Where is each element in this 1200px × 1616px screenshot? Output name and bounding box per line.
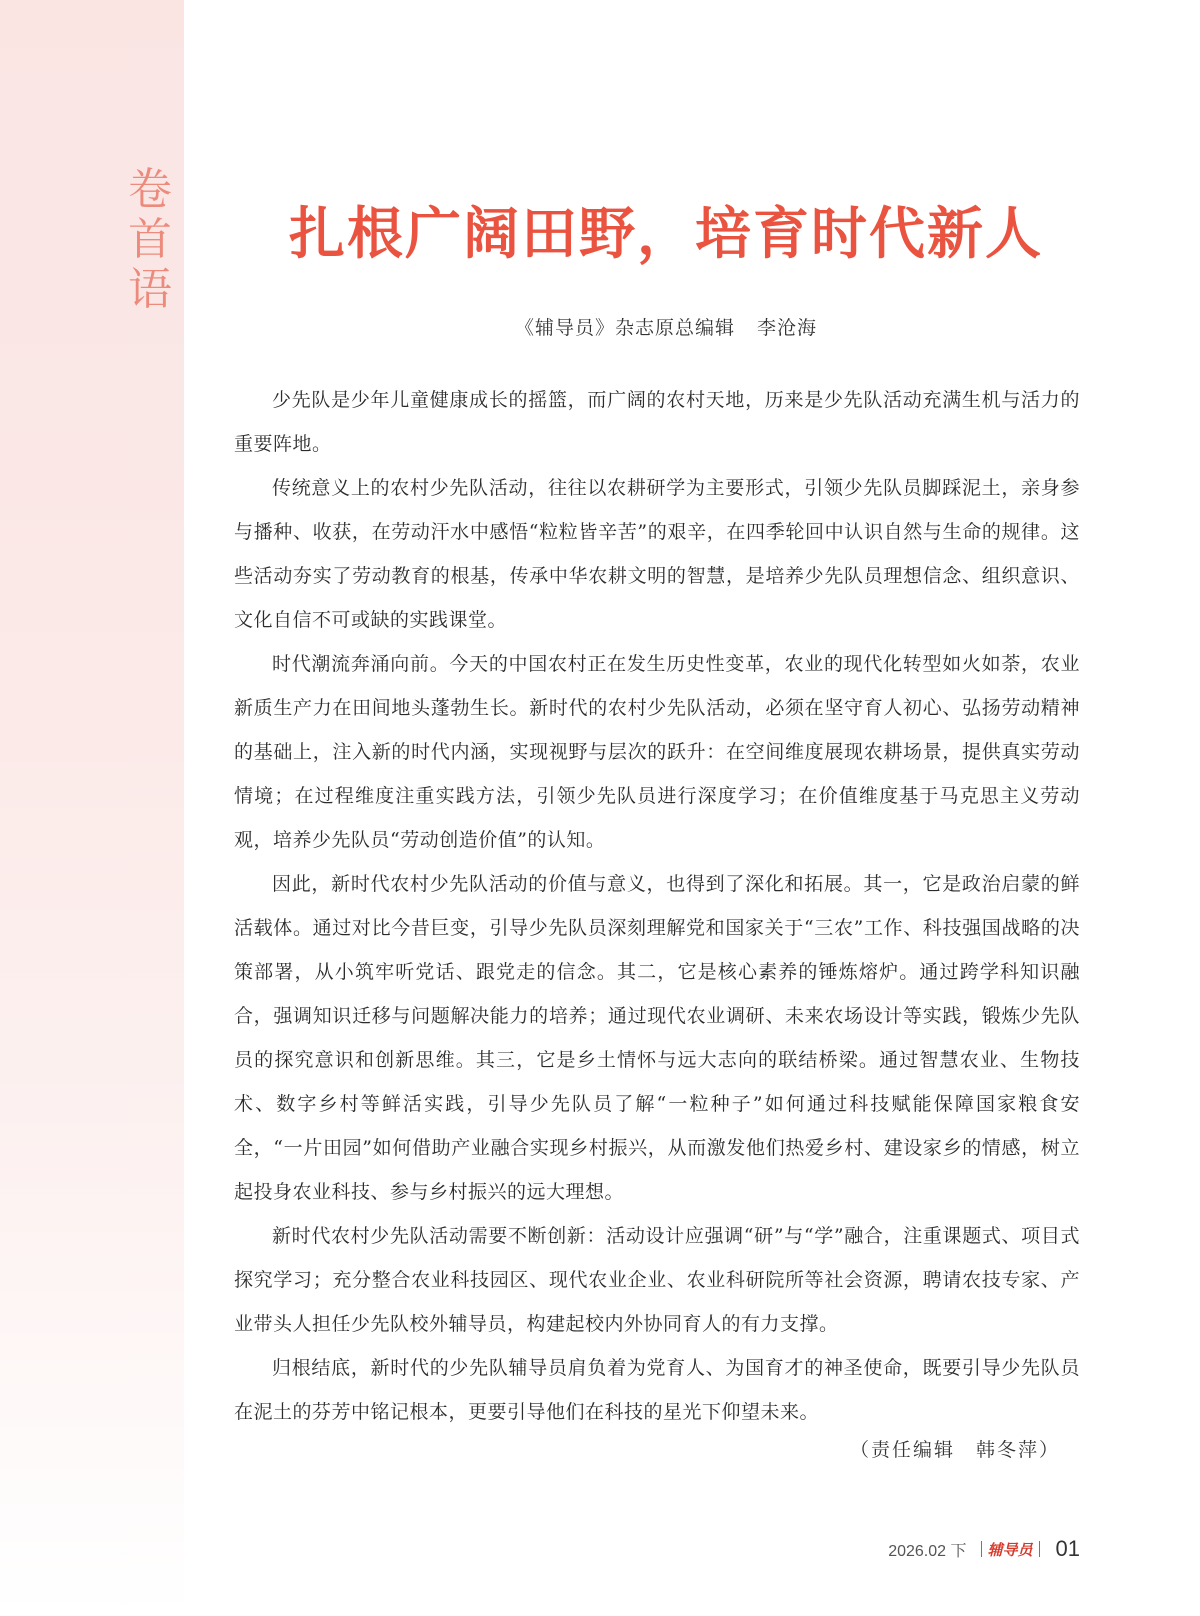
paragraph: 时代潮流奔涌向前。今天的中国农村正在发生历史性变革，农业的现代化转型如火如荼，农业新质生产力在田间地头蓬勃生长。新时代的农村少先队活动，必须在坚守育人初心、弘扬劳动精神的基础上，注入新的时代内涵，实现视野与层次的跃升：在空间维度展现农耕场景，提供真实劳动情境；在过程维度注重实践方法，引领少先队员进行深度学习；在价值维度基于马克思主义劳动观，培养少先队员“劳动创造价值”的认知。	[234, 653, 1080, 851]
byline-author: 李沧海	[757, 317, 818, 339]
issue-date: 2026.02 下	[888, 1542, 967, 1560]
magazine-logo: 辅导员	[987, 1540, 1033, 1559]
byline	[236, 314, 1096, 342]
paragraph: 传统意义上的农村少先队活动，往往以农耕研学为主要形式，引领少先队员脚踩泥土，亲身参与播种、收获，在劳动汗水中感悟“粒粒皆辛苦”的艰辛，在四季轮回中认识自然与生命的规律。这些活动夯实了劳动教育的根基，传承中华农耕文明的智慧，是培养少先队员理想信念、组织意识、文化自信不可或缺的实践课堂。	[234, 477, 1080, 631]
column-label-char: 语	[128, 264, 172, 315]
footer-divider	[1039, 1541, 1040, 1557]
page-number: 01	[1055, 1536, 1080, 1561]
article-title: 扎根广阔田野，培育时代新人	[289, 202, 1043, 267]
footer-divider	[981, 1541, 982, 1557]
paragraph: 少先队是少年儿童健康成长的摇篮，而广阔的农村天地，历来是少先队活动充满生机与活力的重要阵地。	[234, 389, 1080, 455]
paragraph: 新时代农村少先队活动需要不断创新：活动设计应强调“研”与“学”融合，注重课题式、项目式探究学习；充分整合农业科技园区、现代农业企业、农业科研院所等社会资源，聘请农技专家、产业带头人担任少先队校外辅导员，构建起校内外协同育人的有力支撑。	[234, 1225, 1080, 1335]
paragraph: 因此，新时代农村少先队活动的价值与意义，也得到了深化和拓展。其一，它是政治启蒙的鲜活载体。通过对比今昔巨变，引导少先队员深刻理解党和国家关于“三农”工作、科技强国战略的决策部署，从小筑牢听党话、跟党走的信念。其二，它是核心素养的锤炼熔炉。通过跨学科知识融合，强调知识迁移与问题解决能力的培养；通过现代农业调研、未来农场设计等实践，锻炼少先队员的探究意识和创新思维。其三，它是乡土情怀与远大志向的联结桥梁。通过智慧农业、生物技术、数字乡村等鲜活实践，引导少先队员了解“一粒种子”如何通过科技赋能保障国家粮食安全，“一片田园”如何借助产业融合实现乡村振兴，从而激发他们热爱乡村、建设家乡的情感，树立起投身农业科技、参与乡村振兴的远大理想。	[234, 873, 1080, 1203]
column-label-char: 卷	[128, 164, 172, 215]
editor-note: （责任编辑 韩冬萍）	[849, 1439, 1060, 1461]
column-label-char: 首	[128, 214, 172, 265]
column-label	[120, 165, 180, 315]
paragraph: 归根结底，新时代的少先队辅导员肩负着为党育人、为国育才的神圣使命，既要引导少先队员在泥土的芬芳中铭记根本，更要引导他们在科技的星光下仰望未来。	[234, 1357, 1080, 1423]
article-body	[234, 378, 1080, 1434]
byline-role: 《辅导员》杂志原总编辑	[514, 317, 735, 339]
page-footer	[888, 1534, 1080, 1564]
